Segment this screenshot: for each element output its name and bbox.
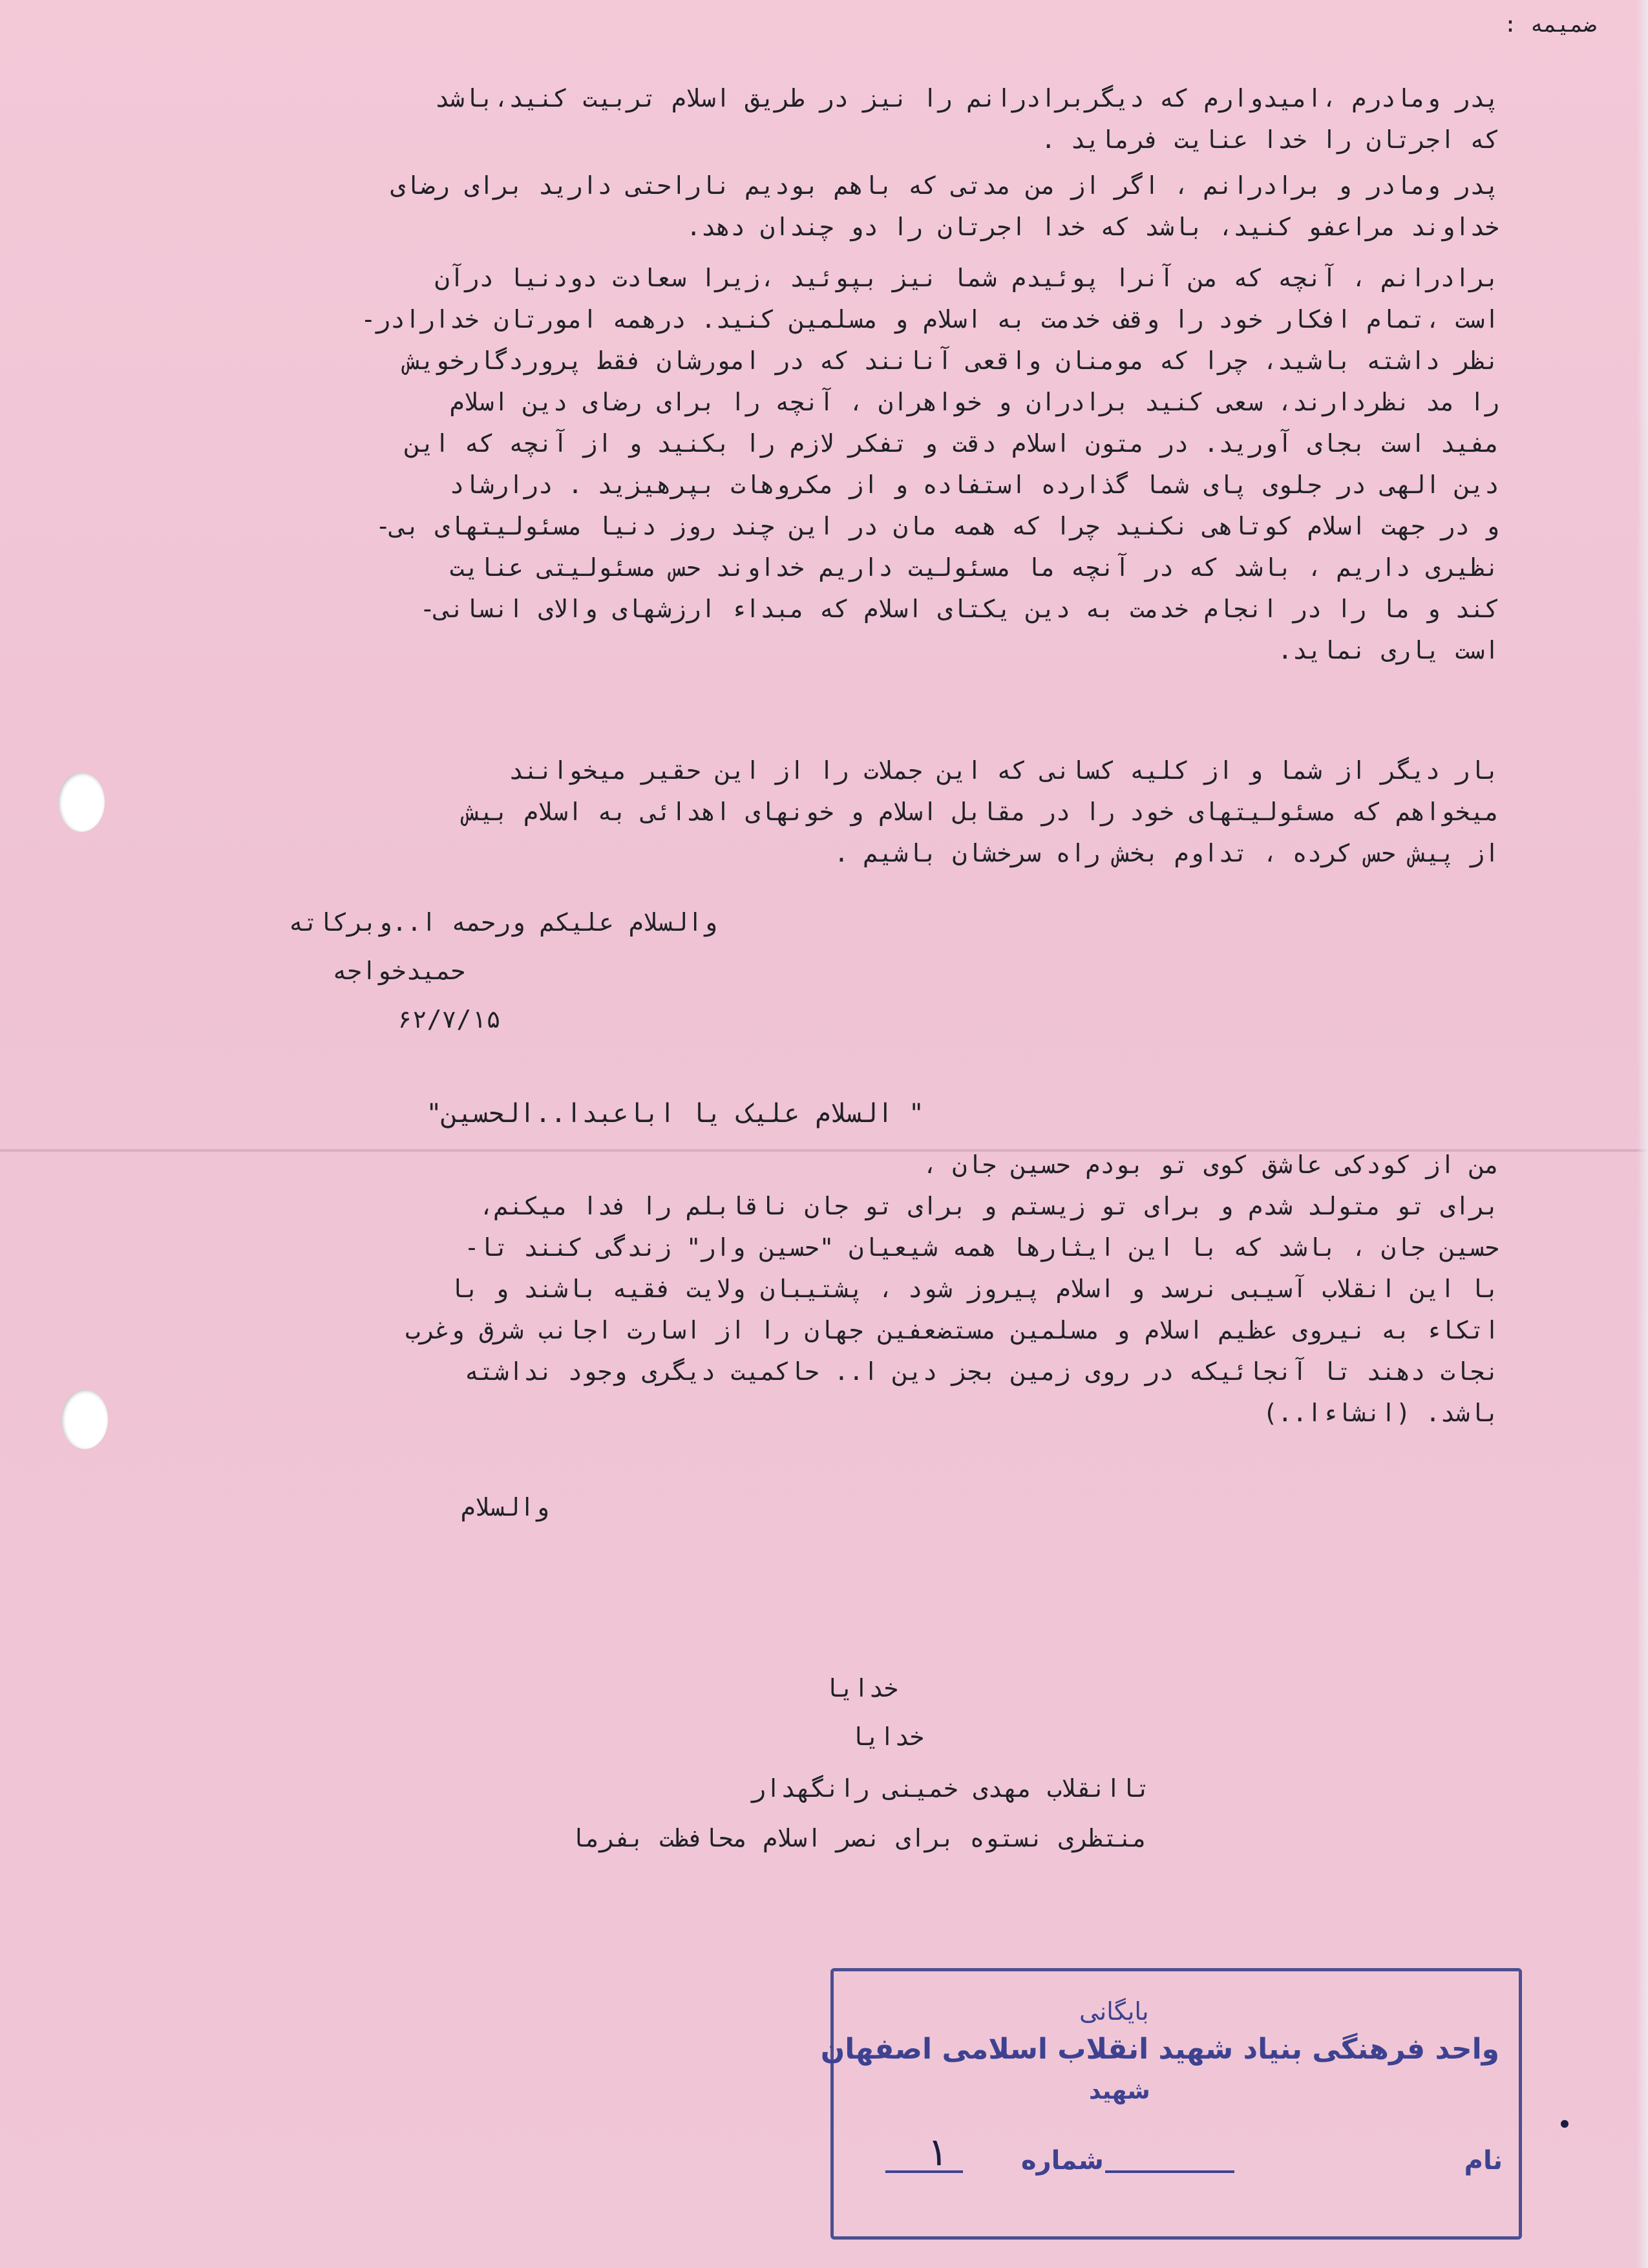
quote-title: " السلام علیک یا اباعبدا..الحسین" xyxy=(426,1099,924,1129)
text-line: باشد. (انشاءا..) xyxy=(1262,1399,1499,1427)
stamp-archive-label: بایگانی xyxy=(1079,1997,1149,2026)
paragraph-readers xyxy=(168,750,1499,874)
text-line: کند و ما را در انجام خدمت به دین یکتای اسلام که مبداء ارزشهای والای انسانی- xyxy=(419,595,1499,623)
text-line: نجات دهند تا آنجائیکه در روی زمین بجز دین ا.. حاکمیت دیگری وجود نداشته xyxy=(464,1357,1499,1386)
text-line: پدر ومادرم ،امیدوارم که دیگربرادرانم را نیز در طریق اسلام تربیت کنید،باشد xyxy=(434,84,1499,112)
stamp-number-label: شماره xyxy=(1021,2146,1104,2176)
stamp-unit-label: واحد فرهنگی بنیاد شهید انقلاب اسلامی اصفهان xyxy=(820,2033,1499,2066)
text-line: با این انقلاب آسیبی نرسد و اسلام پیروز شود ، پشتیبان ولایت فقیه باشند و با xyxy=(449,1275,1499,1303)
poem-line: تاانقلاب مهدی خمینی رانگهدار xyxy=(751,1774,1150,1803)
archive-stamp xyxy=(820,1968,1522,2240)
stamp-name-label: نام xyxy=(1464,2146,1503,2176)
stamp-number-underline xyxy=(885,2170,963,2173)
text-line: است یاری نماید. xyxy=(1277,636,1499,664)
text-line: من از کودکی عاشق کوی تو بودم حسین جان ، xyxy=(922,1150,1499,1179)
stamp-martyr-label: شهید xyxy=(1089,2078,1150,2104)
ink-dot xyxy=(1561,2120,1569,2128)
text-line: برای تو متولد شدم و برای تو زیستم و برای تو جان ناقابلم را فدا میکنم، xyxy=(479,1192,1499,1220)
text-line: حسین جان ، باشد که با این ایثارها همه شیعیان "حسین وار" زندگی کنند تا- xyxy=(464,1233,1499,1262)
attachment-heading: ضمیمه : xyxy=(1503,12,1596,37)
text-line: بار دیگر از شما و از کلیه کسانی که این جملات را از این حقیر میخوانند xyxy=(509,756,1499,785)
poem-line: منتظری نستوه برای نصر اسلام محافظت بفرما xyxy=(570,1824,1147,1852)
stamp-name-underline xyxy=(1105,2170,1234,2173)
stamp-number-value: ۱ xyxy=(927,2130,949,2175)
text-line: از پیش حس کرده ، تداوم بخش راه سرخشان باشیم . xyxy=(834,839,1499,867)
text-line: برادرانم ، آنچه که من آنرا پوئیدم شما نیز بپوئید ،زیرا سعادت دودنیا درآن xyxy=(434,264,1499,292)
text-line: و در جهت اسلام کوتاهی نکنید چرا که همه مان در این چند روز دنیا مسئولیتهای بی- xyxy=(375,512,1499,540)
text-line: را مد نظردارند، سعی کنید برادران و خواهران ، آنچه را برای رضای دین اسلام xyxy=(449,388,1499,416)
punch-hole-bottom xyxy=(61,1390,108,1449)
text-line: پدر ومادر و برادرانم ، اگر از من مدتی که باهم بودیم ناراحتی دارید برای رضای xyxy=(390,171,1499,200)
signoff-greeting: والسلام علیکم ورحمه ا..وبرکاته xyxy=(288,908,717,937)
punch-hole-top xyxy=(58,772,105,832)
signoff-name: حمیدخواجه xyxy=(332,957,465,985)
closing-salutation: والسلام xyxy=(460,1493,549,1521)
signoff-date: ۶۲/۷/۱۵ xyxy=(397,1005,501,1033)
text-line: خداوند مراعفو کنید، باشد که خدا اجرتان را دو چندان دهد. xyxy=(686,213,1499,241)
text-line: که اجرتان را خدا عنایت فرماید . xyxy=(1041,125,1499,154)
text-line: مفید است بجای آورید. در متون اسلام دقت و تفکر لازم را بکنید و از آنچه که این xyxy=(405,429,1499,458)
text-line: دین الهی در جلوی پای شما گذارده استفاده و از مکروهات بپرهیزید . درارشاد xyxy=(449,471,1499,499)
text-line: اتکاء به نیروی عظیم اسلام و مسلمین مستضعفین جهان را از اسارت اجانب شرق وغرب xyxy=(405,1316,1499,1344)
paragraph-hussein xyxy=(168,1144,1499,1434)
poem-line: خدایا xyxy=(850,1722,924,1751)
paragraph-forgiveness xyxy=(168,165,1499,248)
text-line: میخواهم که مسئولیتهای خود را در مقابل اسلام و خونهای اهدائی به اسلام بیش xyxy=(464,798,1499,826)
paragraph-parents xyxy=(168,78,1499,160)
poem-line: خدایا xyxy=(824,1674,898,1702)
paragraph-brothers xyxy=(168,257,1499,671)
paper-edge xyxy=(1636,0,1648,2268)
text-line: نظر داشته باشید، چرا که مومنان واقعی آنانند که در امورشان فقط پروردگارخویش xyxy=(405,346,1499,375)
text-line: است ،تمام افکار خود را وقف خدمت به اسلام و مسلمین کنید. درهمه امورتان خدارادر- xyxy=(361,305,1499,334)
text-line: نظیری داریم ، باشد که در آنچه ما مسئولیت داریم خداوند حس مسئولیتی عنایت xyxy=(449,553,1499,582)
